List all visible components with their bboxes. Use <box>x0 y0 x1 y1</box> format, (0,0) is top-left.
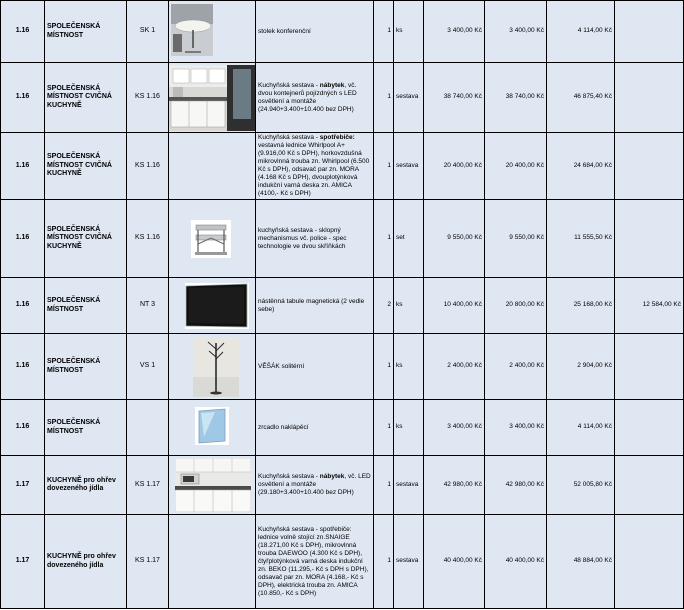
total-price: 38 740,00 Kč <box>485 63 547 133</box>
table-row <box>1 400 684 456</box>
total-price: 2 400,00 Kč <box>485 334 547 400</box>
kitchen-unit-photo <box>175 458 251 512</box>
unit: sestava <box>394 63 424 133</box>
total-price-with-vat: 48 884,00 Kč <box>547 515 615 609</box>
quantity: 1 <box>374 1 394 63</box>
total-price: 3 400,00 Kč <box>485 1 547 63</box>
item-code: NT 3 <box>127 278 169 334</box>
item-code: KS 1.16 <box>127 133 169 200</box>
item-photo-cell <box>169 400 256 456</box>
shelf-mechanism-photo <box>191 220 231 258</box>
unit-price: 2 400,00 Kč <box>424 334 485 400</box>
unit: ks <box>394 400 424 456</box>
tilting-mirror-photo <box>195 407 229 445</box>
item-code: KS 1.17 <box>127 515 169 609</box>
desc-part: Kuchyňská sestava - <box>258 81 320 89</box>
room-name: SPOLEČENSKÁ MÍSTNOST <box>45 278 127 334</box>
quantity: 1 <box>374 515 394 609</box>
total-price: 20 400,00 Kč <box>485 133 547 200</box>
total-price-with-vat: 46 875,40 Kč <box>547 63 615 133</box>
desc-part: , vč. dvou kontejnerů pojízdných s LED osvětlení a montáže (24.940+3.400+10.400 bez DPH) <box>258 81 357 113</box>
item-code <box>127 400 169 456</box>
extra-price <box>615 63 684 133</box>
item-description <box>256 456 374 515</box>
room-name: SPOLEČENSKÁ MÍSTNOST <box>45 1 127 63</box>
unit-price: 9 550,00 Kč <box>424 200 485 278</box>
quantity: 1 <box>374 456 394 515</box>
kitchen-photo <box>169 65 255 131</box>
unit: sestava <box>394 133 424 200</box>
table-row <box>1 456 684 515</box>
desc-part: , vč. LED osvětlení a montáže (29.180+3.400+10.400 bez DPH) <box>258 473 371 496</box>
item-description <box>256 63 374 133</box>
room-number: 1.16 <box>1 278 45 334</box>
total-price: 3 400,00 Kč <box>485 400 547 456</box>
unit: sestava <box>394 456 424 515</box>
total-price-with-vat: 4 114,00 Kč <box>547 400 615 456</box>
item-code: KS 1.16 <box>127 200 169 278</box>
quantity: 2 <box>374 278 394 334</box>
desc-part: stolek konferenční <box>258 27 311 35</box>
unit-price: 42 980,00 Kč <box>424 456 485 515</box>
room-number: 1.16 <box>1 334 45 400</box>
total-price-with-vat: 52 005,80 Kč <box>547 456 615 515</box>
item-description <box>256 1 374 63</box>
desc-part: VĚŠÁK solitérní <box>258 362 305 370</box>
unit-price: 20 400,00 Kč <box>424 133 485 200</box>
total-price: 42 980,00 Kč <box>485 456 547 515</box>
unit: ks <box>394 1 424 63</box>
room-number: 1.16 <box>1 133 45 200</box>
item-code: VS 1 <box>127 334 169 400</box>
unit: sestava <box>394 515 424 609</box>
total-price-with-vat: 11 555,50 Kč <box>547 200 615 278</box>
table-row <box>1 278 684 334</box>
item-photo-cell <box>169 278 256 334</box>
item-description <box>256 133 374 200</box>
desc-part: Kuchyňská sestava - <box>258 473 320 480</box>
quantity: 1 <box>374 133 394 200</box>
total-price: 20 800,00 Kč <box>485 278 547 334</box>
room-number: 1.16 <box>1 1 45 63</box>
extra-price <box>615 200 684 278</box>
quantity: 1 <box>374 200 394 278</box>
item-code: KS 1.16 <box>127 63 169 133</box>
extra-price <box>615 133 684 200</box>
total-price-with-vat: 25 168,00 Kč <box>547 278 615 334</box>
item-code: SK 1 <box>127 1 169 63</box>
total-price: 9 550,00 Kč <box>485 200 547 278</box>
quantity: 1 <box>374 400 394 456</box>
total-price: 40 400,00 Kč <box>485 515 547 609</box>
room-number: 1.17 <box>1 456 45 515</box>
desc-part: Kuchyňská sestava - spotřebiče: lednice volně stojící zn.SNAIGE (18.271,00 Kč s DPH), mikrovlnná trouba DAEWOO (4.300 Kč s DPH), čtyřplotýnková varná deska indukční zn. BEKO (11.295,- Kč s DPH s DPH), odsavač par zn. MORA (4.168,- Kč s DPH), elektrická trouba zn. AMICA (10.850,- Kč s DPH) <box>258 525 369 597</box>
desc-part: nástěnná tabule magnetická (2 vedle sebe) <box>258 297 365 313</box>
desc-part-bold: spotřebiče: <box>319 134 355 141</box>
desc-part: zrcadlo naklápěcí <box>258 423 309 431</box>
quantity: 1 <box>374 334 394 400</box>
table-row <box>1 63 684 133</box>
room-name: KUCHYNĚ pro ohřev dovezeného jídla <box>45 456 127 515</box>
extra-price <box>615 456 684 515</box>
item-description <box>256 200 374 278</box>
item-description <box>256 515 374 609</box>
item-code: KS 1.17 <box>127 456 169 515</box>
room-number: 1.16 <box>1 200 45 278</box>
unit-price: 3 400,00 Kč <box>424 1 485 63</box>
room-number: 1.17 <box>1 515 45 609</box>
item-photo-cell <box>169 200 256 278</box>
item-description <box>256 400 374 456</box>
desc-part-bold: nábytek <box>319 81 345 89</box>
unit-price: 38 740,00 Kč <box>424 63 485 133</box>
item-description <box>256 278 374 334</box>
desc-part: Kuchyňská sestava - <box>258 134 320 141</box>
table-row <box>1 1 684 63</box>
extra-price <box>615 334 684 400</box>
unit: ks <box>394 278 424 334</box>
table-row <box>1 334 684 400</box>
magnetic-board-photo <box>185 283 249 329</box>
unit-price: 10 400,00 Kč <box>424 278 485 334</box>
unit-price: 3 400,00 Kč <box>424 400 485 456</box>
unit-price: 40 400,00 Kč <box>424 515 485 609</box>
room-name: SPOLEČENSKÁ MÍSTNOST CVIČNÁ KUCHYNĚ <box>45 63 127 133</box>
desc-part: kuchyňská sestava - sklopný mechanismus vč. police - spec technologie ve dvou skříňkách <box>258 226 347 250</box>
total-price-with-vat: 4 114,00 Kč <box>547 1 615 63</box>
extra-price <box>615 400 684 456</box>
item-description <box>256 334 374 400</box>
room-number: 1.16 <box>1 63 45 133</box>
room-name: KUCHYNĚ pro ohřev dovezeného jídla <box>45 515 127 609</box>
desc-part-bold: nábytek <box>319 473 345 480</box>
total-price-with-vat: 2 904,00 Kč <box>547 334 615 400</box>
extra-price <box>615 1 684 63</box>
conference-table-photo <box>171 4 213 56</box>
table-row <box>1 515 684 609</box>
coat-stand-photo <box>193 337 239 397</box>
extra-price: 12 584,00 Kč <box>615 278 684 334</box>
room-name: SPOLEČENSKÁ MÍSTNOST <box>45 334 127 400</box>
item-photo-cell <box>169 133 256 200</box>
unit: set <box>394 200 424 278</box>
item-photo-cell <box>169 456 256 515</box>
item-photo-cell <box>169 1 256 63</box>
table-row <box>1 200 684 278</box>
room-number: 1.16 <box>1 400 45 456</box>
extra-price <box>615 515 684 609</box>
item-photo-cell <box>169 334 256 400</box>
quantity: 1 <box>374 63 394 133</box>
unit: ks <box>394 334 424 400</box>
room-name: SPOLEČENSKÁ MÍSTNOST <box>45 400 127 456</box>
total-price-with-vat: 24 684,00 Kč <box>547 133 615 200</box>
room-name: SPOLEČENSKÁ MÍSTNOST CVIČNÁ KUCHYNĚ <box>45 200 127 278</box>
item-photo-cell <box>169 515 256 609</box>
desc-part: vestavná lednice Whirlpool A+ (9.916,00 Kč s DPH), horkovzdušná mikrovlnná trouba zn. Whirlpool (6.500 Kč s DPH), odsavač par zn. MORA (4.168 Kč s DPH), dvouplotýnková indukční varná deska zn. AMICA (4100,- Kč s DPH) <box>258 142 370 197</box>
room-name: SPOLEČENSKÁ MÍSTNOST CVIČNÁ KUCHYNĚ <box>45 133 127 200</box>
table-row <box>1 133 684 200</box>
item-photo-cell <box>169 63 256 133</box>
